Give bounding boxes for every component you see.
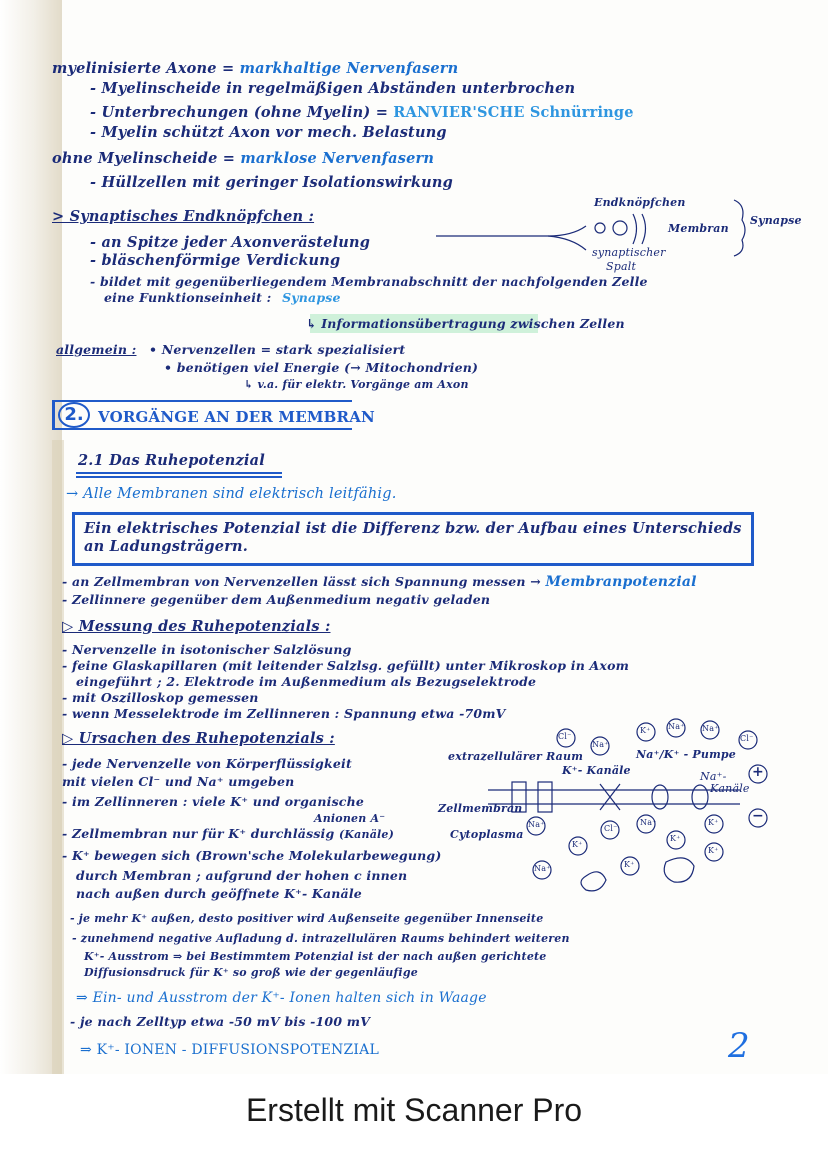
text-segment: - Zellmembran nur für K⁺ durchlässig: [62, 826, 335, 841]
synapse-brace: [734, 200, 745, 256]
text-line: - zunehmend negative Aufladung d. intrazellulären Raums behindert weiteren: [72, 932, 570, 945]
k-channels-label: K⁺- Kanäle: [562, 764, 631, 777]
na-channels-label: Kanäle: [710, 782, 750, 795]
ranvier-term: - Unterbrechungen (ohne Myelin) =: [90, 104, 389, 121]
text-line: - Myelinscheide in regelmäßigen Abständen unterbrochen: [90, 80, 576, 97]
pump-label: Na⁺/K⁺ - Pumpe: [636, 748, 736, 761]
text-line: - feine Glaskapillaren (mit leitender Salzlsg. gefüllt) unter Mikroskop in Axom: [62, 658, 630, 673]
text-line: durch Membran ; aufgrund der hohen c innen: [76, 868, 408, 883]
subsection-title: 2.1 Das Ruhepotenzial: [78, 452, 265, 469]
text-line: eingeführt ; 2. Elektrode im Außenmedium als Bezugselektrode: [76, 674, 537, 689]
synapse-label-cleft: Spalt: [606, 260, 637, 273]
organic-anion: [664, 858, 694, 882]
ion-label: Cl⁻: [604, 824, 618, 833]
text-line: - an Spitze jeder Axonverästelung: [90, 234, 371, 251]
text-line: - K⁺ bewegen sich (Brown'sche Molekularbewegung): [62, 848, 442, 863]
ion-label: Na⁺: [702, 724, 719, 733]
postsynaptic-membrane: [642, 214, 646, 244]
text-segment: (Kanäle): [339, 828, 395, 841]
general-text: • Nervenzellen = stark spezialisiert: [149, 342, 406, 357]
k-channel: [538, 782, 552, 812]
synaptic-knob: [613, 221, 627, 235]
text-line: - jede Nervenzelle von Körperflüssigkeit: [62, 756, 352, 771]
text-line: ⇒ Ein- und Ausstrom der K⁺- Ionen halten sich in Waage: [76, 990, 487, 1006]
ion-label: Cl⁻: [558, 732, 572, 741]
plus-sign: +: [752, 764, 764, 780]
presynaptic-membrane: [633, 214, 637, 244]
na-channels-label: Na⁺-: [700, 770, 727, 783]
synapse-label-knob: Endknöpfchen: [594, 196, 686, 209]
text-line: ↳ Informationsübertragung zwischen Zellen: [306, 316, 625, 331]
footer-caption: Erstellt mit Scanner Pro: [245, 1092, 583, 1128]
general-label: allgemein :: [56, 342, 137, 357]
synapse-label: Synapse: [750, 214, 802, 227]
ion-label: K⁺: [708, 818, 719, 827]
ion-label: Na⁺: [592, 740, 609, 749]
myelin-definition: markhaltige Nervenfasern: [239, 60, 459, 77]
na-channel: [652, 785, 668, 809]
ranvier-definition: RANVIER'SCHE Schnürringe: [393, 104, 634, 121]
ion-label: K⁺: [708, 846, 719, 855]
text-line: - mit Oszilloskop gemessen: [62, 690, 259, 705]
page-number: 2: [728, 1026, 750, 1066]
text-line: - Myelin schützt Axon vor mech. Belastung: [90, 124, 447, 141]
axon-line: [436, 226, 586, 236]
organic-anion: [581, 872, 606, 891]
axon-branch: [548, 236, 586, 250]
membrane-label: Zellmembran: [438, 802, 523, 815]
cytoplasm-label: Cytoplasma: [450, 828, 524, 841]
conclusion-line: ⇒ K⁺- IONEN - DIFFUSIONSPOTENZIAL: [80, 1042, 379, 1058]
membrane-potential-term: Membranpotenzial: [545, 574, 697, 590]
text-line: - Hüllzellen mit geringer Isolationswirkung: [90, 174, 453, 191]
text-line: - im Zellinneren : viele K⁺ und organische: [62, 794, 365, 809]
ion-label: Na⁺: [534, 864, 551, 873]
text-line: → Alle Membranen sind elektrisch leitfähig.: [66, 486, 397, 502]
ion-label: Na⁺: [640, 818, 657, 827]
text-segment: - an Zellmembran von Nervenzellen lässt sich Spannung messen →: [62, 574, 541, 589]
minus-sign: −: [752, 808, 764, 824]
myelin-term: myelinisierte Axone =: [52, 60, 235, 77]
vesicle: [595, 223, 605, 233]
text-line: - bläschenförmige Verdickung: [90, 252, 341, 269]
text-line: nach außen durch geöffnete K⁺- Kanäle: [76, 886, 362, 901]
unmyelinated-term: ohne Myelinscheide =: [52, 150, 236, 167]
ion-label: Cl⁻: [740, 734, 754, 743]
text-line: Anionen A⁻: [314, 812, 386, 825]
text-line: - Nervenzelle in isotonischer Salzlösung: [62, 642, 352, 657]
unmyelinated-definition: marklose Nervenfasern: [240, 150, 435, 167]
section-number: 2.: [58, 402, 90, 428]
causes-heading: ▷ Ursachen des Ruhepotenzials :: [62, 730, 335, 747]
text-line: mit vielen Cl⁻ und Na⁺ umgeben: [62, 774, 295, 789]
ion-label: Na⁺: [528, 820, 545, 829]
ion-label: K⁺: [624, 860, 635, 869]
text-line: ↳ v.a. für elektr. Vorgänge am Axon: [244, 378, 469, 391]
text-line: • benötigen viel Energie (→ Mitochondrien): [164, 360, 479, 375]
text-line: - wenn Messelektrode im Zellinneren : Spannung etwa -70mV: [62, 706, 506, 721]
definition-line: an Ladungsträgern.: [84, 538, 249, 555]
synapse-label-membrane: Membran: [668, 222, 729, 235]
section-title: VORGÄNGE AN DER MEMBRAN: [98, 408, 375, 426]
synapse-label-cleft: synaptischer: [592, 246, 666, 259]
definition-line: Ein elektrisches Potenzial ist die Differenz bzw. der Aufbau eines Unterschieds: [84, 520, 742, 537]
text-line: - je nach Zelltyp etwa -50 mV bis -100 mV: [70, 1014, 371, 1029]
synaptic-knob-heading: > Synaptisches Endknöpfchen :: [52, 208, 315, 225]
measurement-heading: ▷ Messung des Ruhepotenzials :: [62, 618, 331, 635]
synapse-definition: Synapse: [282, 290, 341, 305]
ion-label: Na⁺: [668, 722, 685, 731]
ion-label: K⁺: [640, 726, 651, 735]
na-channel: [692, 785, 708, 809]
text-line: - Zellinnere gegenüber dem Außenmedium negativ geladen: [62, 592, 491, 607]
text-line: - bildet mit gegenüberliegendem Membranabschnitt der nachfolgenden Zelle: [90, 274, 648, 289]
text-line: K⁺- Ausstrom ⇒ bei Bestimmtem Potenzial ist der nach außen gerichtete: [84, 950, 547, 963]
extracellular-label: extrazellulärer Raum: [448, 750, 584, 763]
synapse-term: eine Funktionseinheit :: [104, 290, 272, 305]
ion-label: K⁺: [670, 834, 681, 843]
text-line: Diffusionsdruck für K⁺ so groß wie der gegenläufige: [84, 966, 418, 979]
text-line: - je mehr K⁺ außen, desto positiver wird Außenseite gegenüber Innenseite: [70, 912, 544, 925]
ion-label: K⁺: [572, 840, 583, 849]
pump: [600, 784, 620, 810]
